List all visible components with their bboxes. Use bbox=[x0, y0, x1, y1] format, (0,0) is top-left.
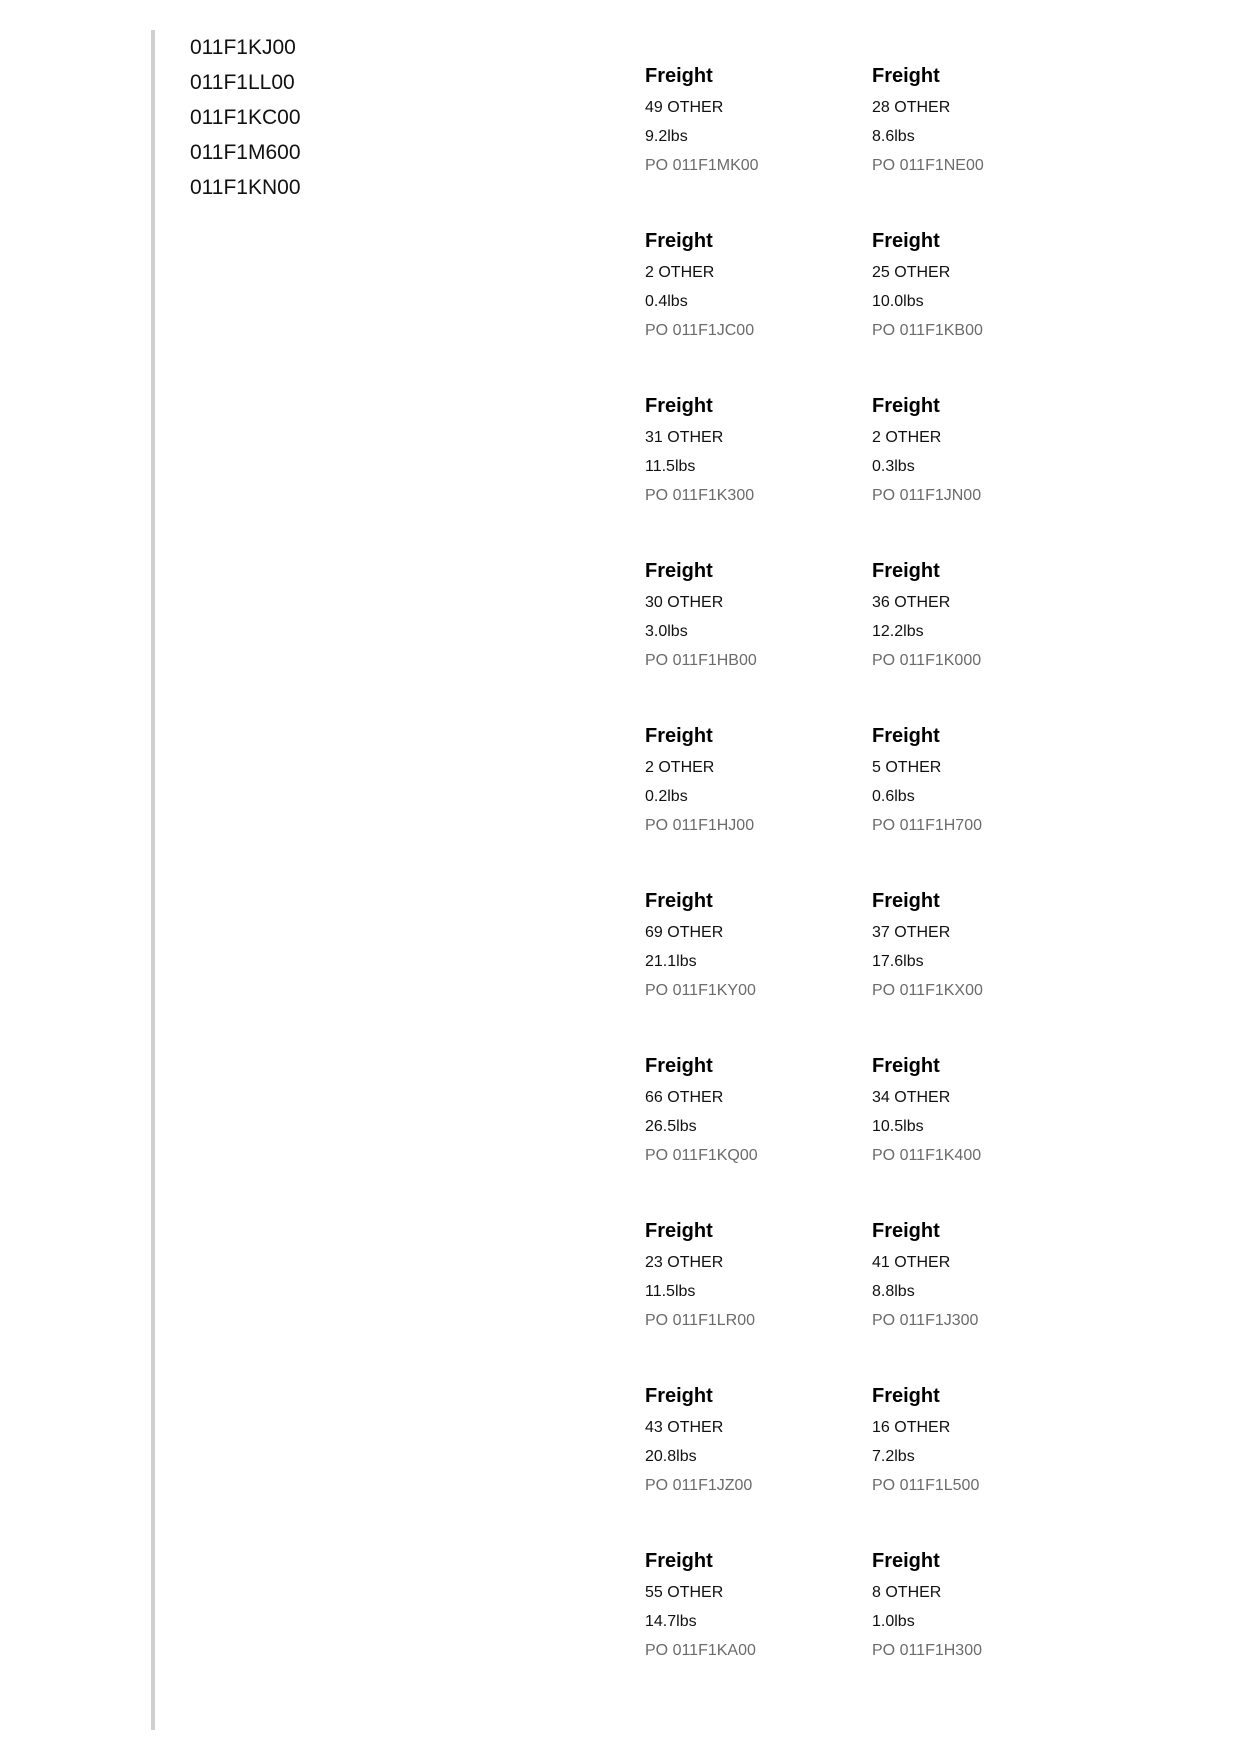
shipment-title: Freight bbox=[645, 65, 713, 87]
shipment-weight: 0.3lbs bbox=[872, 458, 915, 475]
shipment-weight: 14.7lbs bbox=[645, 1613, 697, 1630]
left-margin-rule bbox=[151, 30, 155, 1730]
shipment-quantity: 41 OTHER bbox=[872, 1254, 951, 1271]
shipment-weight: 12.2lbs bbox=[872, 623, 924, 640]
shipment-po-number: PO 011F1KX00 bbox=[872, 982, 983, 999]
shipment-po-number: PO 011F1JZ00 bbox=[645, 1477, 753, 1494]
shipment-po-number: PO 011F1HJ00 bbox=[645, 817, 755, 834]
shipment-title: Freight bbox=[872, 1055, 940, 1077]
shipment-quantity: 36 OTHER bbox=[872, 594, 951, 611]
shipment-po-number: PO 011F1NE00 bbox=[872, 157, 984, 174]
shipment-card bbox=[645, 1214, 872, 1379]
shipment-weight: 7.2lbs bbox=[872, 1448, 915, 1465]
shipment-quantity: 25 OTHER bbox=[872, 264, 951, 281]
shipment-weight: 20.8lbs bbox=[645, 1448, 697, 1465]
shipment-po-number: PO 011F1KB00 bbox=[872, 322, 983, 339]
shipment-weight: 8.8lbs bbox=[872, 1283, 915, 1300]
shipment-weight: 10.0lbs bbox=[872, 293, 924, 310]
shipment-title: Freight bbox=[872, 560, 940, 582]
shipment-card bbox=[645, 1049, 872, 1214]
shipment-weight: 26.5lbs bbox=[645, 1118, 697, 1135]
shipment-quantity: 2 OTHER bbox=[645, 264, 715, 281]
shipment-po-number: PO 011F1J300 bbox=[872, 1312, 979, 1329]
shipment-weight: 0.6lbs bbox=[872, 788, 915, 805]
po-number-list bbox=[190, 30, 301, 205]
shipment-quantity: 69 OTHER bbox=[645, 924, 724, 941]
shipment-title: Freight bbox=[645, 1055, 713, 1077]
shipment-quantity: 2 OTHER bbox=[872, 429, 942, 446]
shipment-title: Freight bbox=[872, 890, 940, 912]
shipment-card bbox=[872, 719, 1099, 884]
shipment-po-number: PO 011F1KQ00 bbox=[645, 1147, 758, 1164]
shipment-quantity: 5 OTHER bbox=[872, 759, 942, 776]
shipment-title: Freight bbox=[872, 230, 940, 252]
shipment-quantity: 49 OTHER bbox=[645, 99, 724, 116]
shipment-card bbox=[645, 1544, 872, 1709]
shipment-po-number: PO 011F1K000 bbox=[872, 652, 982, 669]
shipment-title: Freight bbox=[872, 1220, 940, 1242]
shipment-title: Freight bbox=[645, 890, 713, 912]
shipment-quantity: 43 OTHER bbox=[645, 1419, 724, 1436]
shipment-quantity: 16 OTHER bbox=[872, 1419, 951, 1436]
shipment-title: Freight bbox=[872, 1385, 940, 1407]
shipment-po-number: PO 011F1L500 bbox=[872, 1477, 980, 1494]
shipment-quantity: 8 OTHER bbox=[872, 1584, 942, 1601]
shipment-po-number: PO 011F1MK00 bbox=[645, 157, 759, 174]
shipment-card bbox=[645, 554, 872, 719]
shipment-weight: 3.0lbs bbox=[645, 623, 688, 640]
shipment-po-number: PO 011F1KY00 bbox=[645, 982, 756, 999]
shipment-title: Freight bbox=[645, 725, 713, 747]
shipment-title: Freight bbox=[872, 725, 940, 747]
shipment-po-number: PO 011F1HB00 bbox=[645, 652, 757, 669]
po-number-item: 011F1M600 bbox=[190, 141, 301, 164]
shipment-po-number: PO 011F1H700 bbox=[872, 817, 982, 834]
shipment-title: Freight bbox=[872, 65, 940, 87]
shipment-card bbox=[872, 554, 1099, 719]
po-number-item: 011F1KC00 bbox=[190, 106, 301, 129]
shipment-weight: 1.0lbs bbox=[872, 1613, 915, 1630]
shipment-card bbox=[645, 719, 872, 884]
shipment-title: Freight bbox=[645, 560, 713, 582]
shipment-card bbox=[872, 1379, 1099, 1544]
shipment-title: Freight bbox=[645, 395, 713, 417]
shipment-card bbox=[872, 1214, 1099, 1379]
shipment-po-number: PO 011F1LR00 bbox=[645, 1312, 755, 1329]
shipment-card bbox=[645, 59, 872, 224]
shipment-po-number: PO 011F1H300 bbox=[872, 1642, 982, 1659]
shipment-card bbox=[645, 389, 872, 554]
shipment-weight: 10.5lbs bbox=[872, 1118, 924, 1135]
shipment-po-number: PO 011F1JN00 bbox=[872, 487, 982, 504]
shipment-po-number: PO 011F1K300 bbox=[645, 487, 755, 504]
shipment-card bbox=[872, 59, 1099, 224]
shipment-po-number: PO 011F1JC00 bbox=[645, 322, 755, 339]
shipment-weight: 11.5lbs bbox=[645, 1283, 696, 1300]
shipment-weight: 0.2lbs bbox=[645, 788, 688, 805]
shipment-card bbox=[872, 884, 1099, 1049]
shipment-card bbox=[872, 1544, 1099, 1709]
shipment-weight: 17.6lbs bbox=[872, 953, 924, 970]
po-number-item: 011F1KN00 bbox=[190, 176, 301, 199]
shipment-grid bbox=[645, 59, 1105, 1709]
shipment-quantity: 30 OTHER bbox=[645, 594, 724, 611]
shipment-weight: 11.5lbs bbox=[645, 458, 696, 475]
shipment-quantity: 31 OTHER bbox=[645, 429, 724, 446]
shipment-title: Freight bbox=[645, 1385, 713, 1407]
shipment-title: Freight bbox=[645, 1220, 713, 1242]
shipment-quantity: 23 OTHER bbox=[645, 1254, 724, 1271]
shipment-quantity: 34 OTHER bbox=[872, 1089, 951, 1106]
shipment-title: Freight bbox=[645, 1550, 713, 1572]
shipment-weight: 9.2lbs bbox=[645, 128, 688, 145]
shipment-weight: 21.1lbs bbox=[645, 953, 697, 970]
shipment-card bbox=[872, 1049, 1099, 1214]
shipment-card bbox=[645, 884, 872, 1049]
shipment-quantity: 28 OTHER bbox=[872, 99, 951, 116]
shipment-card bbox=[872, 389, 1099, 554]
shipment-card bbox=[645, 224, 872, 389]
shipment-weight: 8.6lbs bbox=[872, 128, 915, 145]
shipment-po-number: PO 011F1KA00 bbox=[645, 1642, 756, 1659]
shipment-quantity: 37 OTHER bbox=[872, 924, 951, 941]
shipment-title: Freight bbox=[872, 395, 940, 417]
shipment-quantity: 2 OTHER bbox=[645, 759, 715, 776]
po-number-item: 011F1KJ00 bbox=[190, 36, 296, 59]
shipment-card bbox=[872, 224, 1099, 389]
po-number-item: 011F1LL00 bbox=[190, 71, 295, 94]
shipment-po-number: PO 011F1K400 bbox=[872, 1147, 982, 1164]
shipment-title: Freight bbox=[645, 230, 713, 252]
shipment-title: Freight bbox=[872, 1550, 940, 1572]
shipment-quantity: 66 OTHER bbox=[645, 1089, 724, 1106]
shipment-weight: 0.4lbs bbox=[645, 293, 688, 310]
shipment-card bbox=[645, 1379, 872, 1544]
shipment-quantity: 55 OTHER bbox=[645, 1584, 724, 1601]
